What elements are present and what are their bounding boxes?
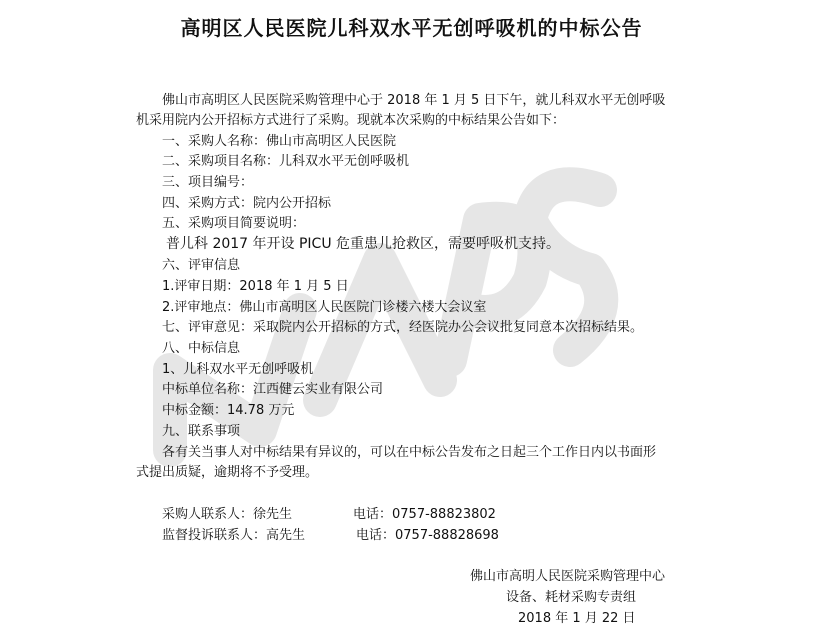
watermark-text: NAPS	[383, 470, 387, 471]
review-place: 2.评审地点：佛山市高明区人民医院门诊楼六楼大会议室	[162, 300, 487, 315]
intro-line-1: 佛山市高明区人民医院采购管理中心于 2018 年 1 月 5 日下午，就儿科双水平无创呼吸	[162, 93, 666, 108]
signature-dept: 设备、耗材采购专责组	[506, 590, 637, 605]
item-review-opinion: 七、评审意见：采取院内公开招标的方式，经医院办公会议批复同意本次招标结果。	[162, 320, 644, 335]
bid-winner: 中标单位名称：江西健云实业有限公司	[162, 382, 384, 397]
contact-line-1: 各有关当事人对中标结果有异议的，可以在中标公告发布之日起三个工作日内以书面形	[162, 445, 657, 460]
item-project-name: 二、采购项目名称：儿科双水平无创呼吸机	[162, 154, 410, 169]
item-review-info: 六、评审信息	[162, 258, 241, 273]
supervisor-phone: 电话：0757-88828698	[356, 528, 499, 543]
supervisor-contact: 监督投诉联系人：高先生	[162, 528, 306, 543]
signature-date: 2018 年 1 月 22 日	[518, 611, 636, 626]
project-description-detail: 普儿科 2017 年开设 PICU 危重患儿抢救区，需要呼吸机支持。	[166, 236, 561, 252]
contact-line-2: 式提出质疑，逾期将不予受理。	[136, 465, 319, 480]
intro-line-2: 机采用院内公开招标方式进行了采购。现就本次采购的中标结果公告如下：	[136, 113, 566, 128]
review-date: 1.评审日期：2018 年 1 月 5 日	[162, 279, 349, 294]
item-project-description: 五、采购项目简要说明：	[162, 216, 306, 231]
item-bid-info: 八、中标信息	[162, 341, 241, 356]
item-buyer-name: 一、采购人名称：佛山市高明区人民医院	[162, 134, 397, 149]
item-procurement-method: 四、采购方式：院内公开招标	[162, 196, 332, 211]
bid-amount: 中标金额：14.78 万元	[162, 403, 295, 418]
item-contact: 九、联系事项	[162, 424, 241, 439]
page-title: 高明区人民医院儿科双水平无创呼吸机的中标公告	[180, 16, 643, 40]
buyer-contact: 采购人联系人：徐先生	[162, 507, 293, 522]
signature-org: 佛山市高明人民医院采购管理中心	[470, 569, 666, 584]
bid-product: 1、儿科双水平无创呼吸机	[162, 362, 314, 377]
item-project-number: 三、项目编号：	[162, 175, 254, 190]
buyer-phone: 电话：0757-88823802	[353, 507, 496, 522]
